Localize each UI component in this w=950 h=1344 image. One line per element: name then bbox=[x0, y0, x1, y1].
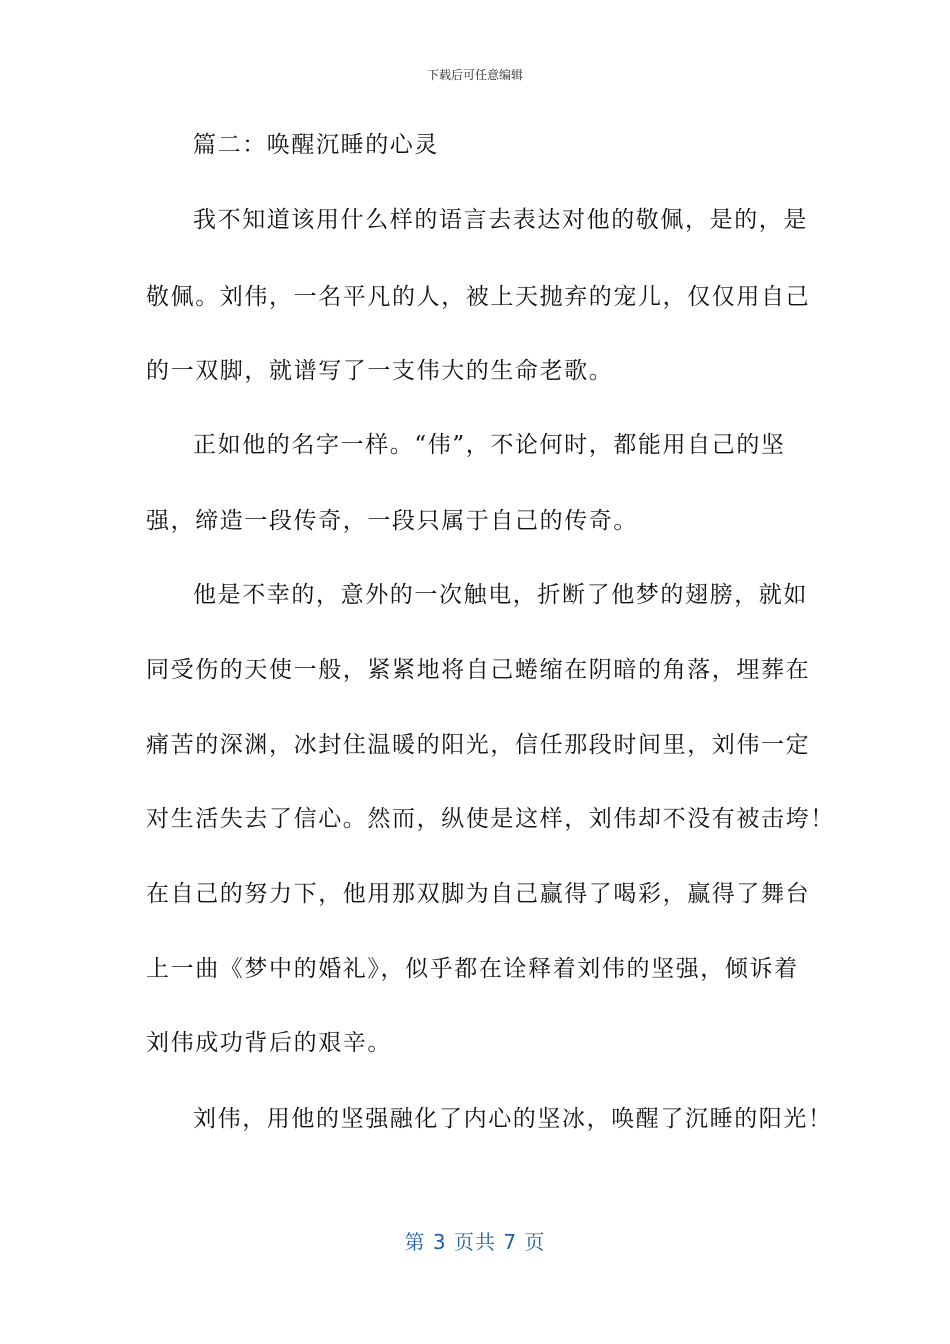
article-title: 篇二：唤醒沉睡的心灵 bbox=[193, 132, 439, 158]
paragraph-line: 痛苦的深渊，冰封住温暖的阳光，信任那段时间里，刘伟一定 bbox=[146, 732, 811, 758]
header-note: 下载后可任意编辑 bbox=[426, 68, 523, 82]
paragraph-line: 正如他的名字一样。“伟”，不论何时，都能用自己的坚 bbox=[193, 432, 786, 458]
paragraph-line: 强，缔造一段传奇，一段只属于自己的传奇。 bbox=[146, 508, 638, 534]
paragraph-line: 上一曲《梦中的婚礼》，似乎都在诠释着刘伟的坚强，倾诉着 bbox=[146, 956, 799, 982]
paragraph-line: 对生活失去了信心。然而，纵使是这样，刘伟却不没有被击垮！ bbox=[146, 806, 835, 832]
page-indicator: 第 3 页共 7 页 bbox=[404, 1230, 546, 1254]
paragraph-line: 敬佩。刘伟，一名平凡的人，被上天抛弃的宠儿，仅仅用自己 bbox=[146, 284, 811, 310]
paragraph-line: 的一双脚，就谱写了一支伟大的生命老歌。 bbox=[146, 358, 614, 384]
paragraph-line: 我不知道该用什么样的语言去表达对他的敬佩，是的，是 bbox=[193, 207, 808, 233]
paragraph-line: 他是不幸的，意外的一次触电，折断了他梦的翅膀，就如 bbox=[193, 582, 808, 608]
paragraph-line: 刘伟成功背后的艰辛。 bbox=[146, 1030, 392, 1056]
paragraph-line: 刘伟，用他的坚强融化了内心的坚冰，唤醒了沉睡的阳光！ bbox=[193, 1106, 833, 1132]
paragraph-line: 在自己的努力下，他用那双脚为自己赢得了喝彩，赢得了舞台 bbox=[146, 881, 811, 907]
paragraph-line: 同受伤的天使一般，紧紧地将自己蜷缩在阴暗的角落，埋葬在 bbox=[146, 657, 811, 683]
